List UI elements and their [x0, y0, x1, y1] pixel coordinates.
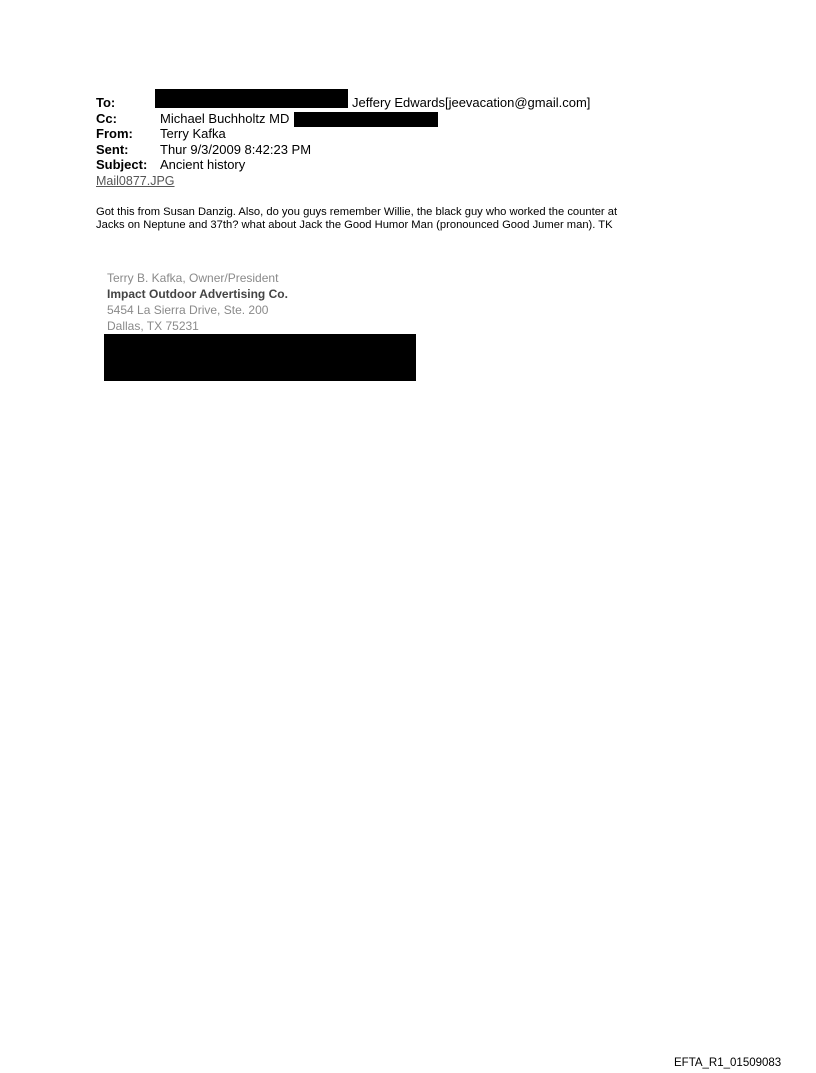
sent-value: Thur 9/3/2009 8:42:23 PM	[160, 141, 312, 157]
signature-block	[107, 270, 288, 334]
body-line-1: Got this from Susan Danzig. Also, do you guys remember Willie, the black guy who worked the counter at	[96, 206, 618, 218]
signature-name-title: Terry B. Kafka, Owner/President	[107, 271, 279, 285]
attachment-link[interactable]: Mail0877.JPG	[96, 174, 175, 188]
to-label: To:	[96, 95, 116, 110]
signature-company: Impact Outdoor Advertising Co.	[107, 287, 288, 301]
to-recipient: Jeffery Edwards[jeevacation@gmail.com]	[352, 95, 591, 110]
body-line-2: Jacks on Neptune and 37th? what about Jack the Good Humor Man (pronounced Good Jumer man). TK	[96, 219, 613, 232]
signature-address-line-2: Dallas, TX 75231	[107, 319, 199, 333]
signature-address-line-1: 5454 La Sierra Drive, Ste. 200	[107, 303, 269, 317]
sent-label: Sent:	[96, 141, 129, 157]
from-row	[96, 126, 736, 142]
email-header	[96, 95, 736, 173]
to-redaction	[155, 89, 348, 108]
to-row	[96, 95, 736, 111]
cc-redaction	[294, 112, 438, 127]
subject-row	[96, 157, 736, 173]
cc-label: Cc:	[96, 110, 117, 126]
subject-label: Subject:	[96, 157, 148, 172]
cc-row	[96, 111, 736, 127]
from-value: Terry Kafka	[160, 126, 226, 141]
email-body	[96, 206, 736, 232]
sent-row	[96, 142, 736, 158]
signature-redaction	[104, 334, 416, 381]
from-label: From:	[96, 126, 133, 141]
cc-value: Michael Buchholtz MD	[160, 110, 290, 126]
document-id: EFTA_R1_01509083	[674, 1057, 782, 1069]
subject-value: Ancient history	[160, 157, 246, 172]
